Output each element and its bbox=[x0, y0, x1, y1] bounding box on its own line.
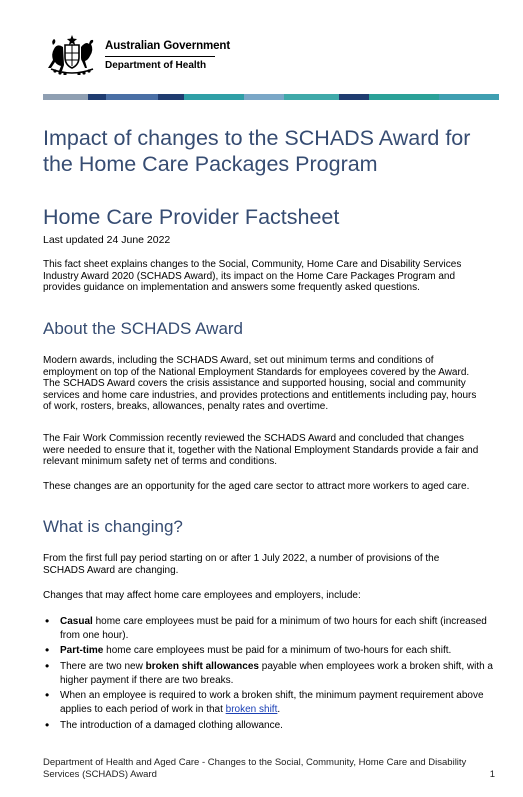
government-name: Australian Government bbox=[105, 40, 231, 52]
color-bar-segment bbox=[106, 94, 158, 100]
section-heading-changing: What is changing? bbox=[43, 517, 183, 536]
page-number: 1 bbox=[489, 769, 495, 780]
color-bar-segment bbox=[88, 94, 106, 100]
section-heading-about: About the SCHADS Award bbox=[43, 319, 244, 338]
color-bar-segment bbox=[284, 94, 339, 100]
list-item: • Part-time home care employees must be paid for a minimum of two-hours for each shift. bbox=[43, 644, 493, 658]
page-subtitle: Home Care Provider Factsheet bbox=[43, 205, 340, 229]
color-bar-segment bbox=[369, 94, 439, 100]
color-bar-segment bbox=[184, 94, 244, 100]
list-item: • Casual home care employees must be paid for a minimum of two hours for each shift (increased from one hour). bbox=[43, 615, 493, 642]
header-divider bbox=[105, 56, 215, 57]
changing-paragraph-1: From the first full pay period starting on or after 1 July 2022, a number of provisions of the SCHADS Award are changing. bbox=[43, 553, 440, 576]
about-paragraph-2: The Fair Work Commission recently reviewed the SCHADS Award and concluded that changes were needed to ensure that it, together with the National Employment Standards provide a fair and relevant minimum safety net of terms and conditions. bbox=[43, 433, 479, 468]
about-paragraph-3: These changes are an opportunity for the aged care sector to attract more workers to aged care. bbox=[43, 481, 470, 492]
coat-of-arms-icon bbox=[43, 33, 101, 75]
color-bar-segment bbox=[158, 94, 184, 100]
list-item: • There are two new broken shift allowances payable when employees work a broken shift, with a higher payment if there are two breaks. bbox=[43, 660, 493, 687]
color-bar-segment bbox=[439, 94, 499, 100]
list-item: • The introduction of a damaged clothing allowance. bbox=[43, 719, 493, 733]
department-name: Department of Health bbox=[105, 60, 207, 71]
broken-shift-link[interactable]: broken shift bbox=[225, 703, 278, 715]
changes-list bbox=[43, 615, 493, 734]
last-updated: Last updated 24 June 2022 bbox=[43, 234, 171, 246]
changing-paragraph-2: Changes that may affect home care employees and employers, include: bbox=[43, 590, 361, 601]
color-bar-segment bbox=[244, 94, 284, 100]
page-title: Impact of changes to the SCHADS Award for the Home Care Packages Program bbox=[43, 126, 471, 176]
list-item: • When an employee is required to work a broken shift, the minimum payment requirement above applies to each period of work in that broken shift. bbox=[43, 689, 493, 716]
color-bar-segment bbox=[43, 94, 88, 100]
decorative-color-bar bbox=[43, 94, 499, 100]
intro-paragraph: This fact sheet explains changes to the Social, Community, Home Care and Disability Services Industry Award 2020 (SCHADS Award), its impact on the Home Care Packages Program and provides guidance on implementation and answers some frequently asked questions. bbox=[43, 259, 462, 294]
footer-text: Department of Health and Aged Care - Changes to the Social, Community, Home Care and Disability Services (SCHADS) Award bbox=[43, 757, 467, 780]
color-bar-segment bbox=[339, 94, 369, 100]
about-paragraph-1: Modern awards, including the SCHADS Award, set out minimum terms and conditions of employment on top of the National Employment Standards for employees covered by the Award. The SCHADS Award covers the crisis assistance and supported housing, social and community services and home care industries, and provides protections and entitlements including pay, hours of work, rosters, breaks, allowances, penalty rates and overtime. bbox=[43, 355, 477, 413]
